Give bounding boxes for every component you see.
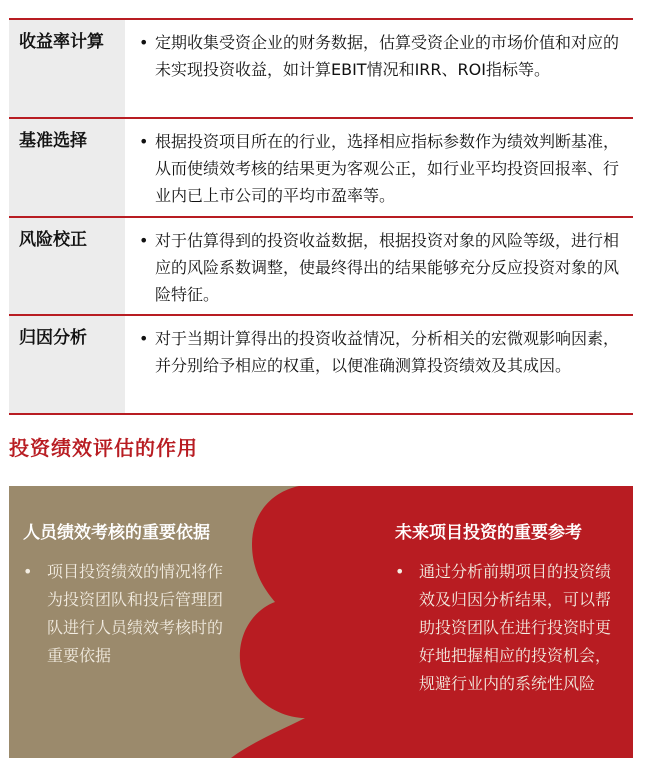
row-text: 定期收集受资企业的财务数据，估算受资企业的市场价值和对应的未实现投资收益，如计算EBIT情况和IRR、ROI指标等。: [155, 33, 620, 79]
right-panel-text: 通过分析前期项目的投资绩效及归因分析结果，可以帮助投资团队在进行投资时更好地把握相应的投资机会，规避行业内的系统性风险: [419, 562, 612, 693]
row-content: [125, 20, 633, 89]
table-row-risk-adjustment: [9, 218, 633, 316]
bullet-icon: •: [23, 562, 33, 581]
evaluation-table: [9, 18, 633, 415]
row-label: 风险校正: [9, 218, 125, 314]
row-content: [125, 119, 633, 215]
row-label: 基准选择: [9, 119, 125, 216]
row-text: 对于估算得到的投资收益数据，根据投资对象的风险等级，进行相应的风险系数调整，使最终得出的结果能够充分反应投资对象的风险特征。: [155, 231, 620, 304]
right-panel-body: [395, 558, 613, 698]
left-panel-title: 人员绩效考核的重要依据: [23, 523, 210, 543]
bullet-icon: •: [139, 132, 149, 151]
left-panel-body: [23, 558, 238, 670]
bullet-icon: •: [395, 562, 405, 581]
row-text: 根据投资项目所在的行业，选择相应指标参数作为绩效判断基准，从而使绩效考核的结果更为客观公正，如行业平均投资回报率、行业内已上市公司的平均市盈率等。: [155, 132, 620, 205]
puzzle-graphic: [9, 486, 633, 758]
bullet-icon: •: [139, 231, 149, 250]
row-text: 对于当期计算得出的投资收益情况，分析相关的宏微观影响因素，并分别给予相应的权重，以便准确测算投资绩效及其成因。: [155, 329, 620, 375]
right-panel-title: 未来项目投资的重要参考: [395, 523, 582, 543]
row-label: 归因分析: [9, 316, 125, 413]
row-label: 收益率计算: [9, 20, 125, 117]
table-row-return-calculation: [9, 18, 633, 119]
row-content: [125, 218, 633, 314]
bullet-icon: •: [139, 33, 149, 52]
left-panel-text: 项目投资绩效的情况将作为投资团队和投后管理团队进行人员绩效考核时的重要依据: [47, 562, 224, 665]
section-title: 投资绩效评估的作用: [9, 436, 198, 460]
bullet-icon: •: [139, 329, 149, 348]
row-content: [125, 316, 633, 385]
table-row-benchmark: [9, 119, 633, 218]
table-row-attribution: [9, 316, 633, 415]
